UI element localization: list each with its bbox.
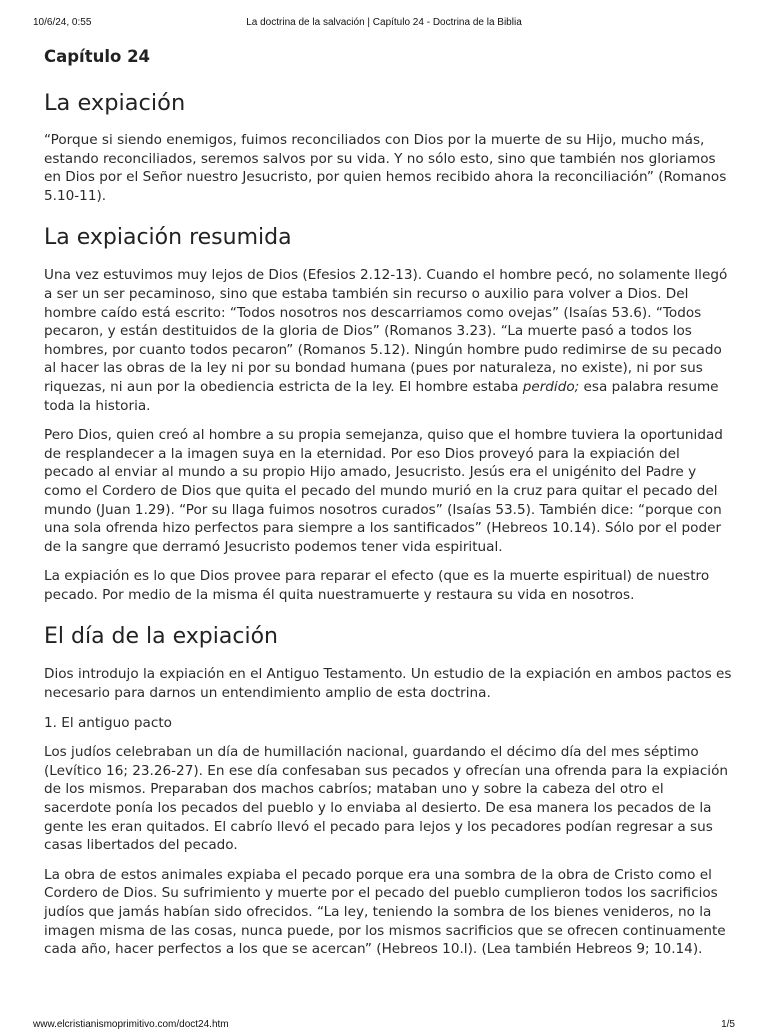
section-heading-summary: La expiación resumida bbox=[44, 225, 292, 251]
summary-p1-italic: perdido; bbox=[522, 378, 580, 395]
print-footer bbox=[0, 1019, 768, 1033]
atonement-paragraph-3: La obra de estos animales expiaba el pecado porque era una sombra de la obra de Cristo como el Cordero de Dios. Su sufrimiento y muerte por el pecado del pueblo cumplieron todos los sacrificios judíos que jamás habían sido ofrecidos. “La ley, teniendo la sombra de los bienes venideros, no la imagen misma de las cosas, nunca puede, por los mismos sacrificios que se ofrecen continuamente cada año, hacer perfectos a los que se acercan” (Hebreos 10.l). (Lea también Hebreos 9; 10.14). bbox=[44, 866, 726, 958]
print-page-number: 1/5 bbox=[721, 1019, 735, 1030]
page-title: La expiación bbox=[44, 90, 186, 116]
atonement-paragraph-1: Dios introdujo la expiación en el Antiguo Testamento. Un estudio de la expiación en ambos pactos es necesario para darnos un entendimiento amplio de esta doctrina. bbox=[44, 666, 732, 702]
summary-paragraph-2: Pero Dios, quien creó al hombre a su propia semejanza, quiso que el hombre tuviera la oportunidad de resplandecer a la imagen suya en la eternidad. Por eso Dios proveyó para la expiación del pecado al enviar al mundo a su propio Hijo amado, Jesucristo. Jesús era el unigénito del Padre y como el Cordero de Dios que quita el pecado del mundo murió en la cruz para quitar el pecado del mundo (Juan 1.29). “Por su llaga fuimos nosotros curados” (Isaías 53.5). También dice: “porque con una sola ofrenda hizo perfectos para siempre a los santificados” (Hebreos 10.14). Sólo por el poder de la sangre que derramó Jesucristo podemos tener vida espiritual. bbox=[44, 427, 723, 555]
summary-paragraph-3: La expiación es lo que Dios provee para reparar el efecto (que es la muerte espiritual) de nuestro pecado. Por medio de la misma él quita nuestramuerte y restaura su vida en nosotros. bbox=[44, 568, 710, 603]
summary-paragraph-1 bbox=[44, 266, 732, 415]
subheading-old-covenant: 1. El antiguo pacto bbox=[44, 714, 172, 731]
summary-p1-text-b: esa palabra resume toda la historia. bbox=[44, 378, 719, 414]
document-body bbox=[44, 45, 732, 959]
chapter-label: Capítulo 24 bbox=[44, 47, 151, 66]
print-datetime: 10/6/24, 0:55 bbox=[33, 17, 92, 28]
epigraph-paragraph: “Porque si siendo enemigos, fuimos reconciliados con Dios por la muerte de su Hijo, mucho más, estando reconciliados, seremos salvos por su vida. Y no sólo esto, sino que también nos gloriamos en Dios por el Señor nuestro Jesucristo, por quien hemos recibido ahora la reconciliación” (Romanos 5.10-11). bbox=[44, 132, 727, 204]
section-heading-day-of-atonement: El día de la expiación bbox=[44, 624, 278, 650]
print-header bbox=[0, 17, 768, 31]
summary-p1-text-a: Una vez estuvimos muy lejos de Dios (Efesios 2.12-13). Cuando el hombre pecó, no solamente llegó a ser un ser pecaminoso, sino que estaba también sin recurso o auxilio para volver a Dios. Del hombre caído está escrito: “Todos nosotros nos descarriamos como ovejas” (Isaías 53.6). “Todos pecaron, y están destituidos de la gloria de Dios” (Romanos 3.23). “La muerte pasó a todos los hombres, por cuanto todos pecaron” (Romanos 5.12). Ningún hombre pudo redimirse de su pecado al hacer las obras de la ley ni por su bondad humana (pues por naturaleza, no existe), ni por sus riquezas, ni aun por la obediencia estricta de la ley. El hombre estaba bbox=[44, 267, 728, 395]
atonement-paragraph-2: Los judíos celebraban un día de humillación nacional, guardando el décimo día del mes séptimo (Levítico 16; 23.26-27). En ese día confesaban sus pecados y ofrecían una ofrenda para la expiación de los mismos. Preparaban dos machos cabríos; mataban uno y sobre la cabeza del otro el sacerdote ponía los pecados del pueblo y lo enviaba al desierto. De esa manera los pecados de la gente les eran quitados. El cabrío llevó el pecado para lejos y los pecadores podían regresar a sus casas libertados del pecado. bbox=[44, 744, 729, 854]
print-url: www.elcristianismoprimitivo.com/doct24.htm bbox=[33, 1019, 229, 1030]
print-page-title: La doctrina de la salvación | Capítulo 24 - Doctrina de la Biblia bbox=[246, 17, 522, 28]
